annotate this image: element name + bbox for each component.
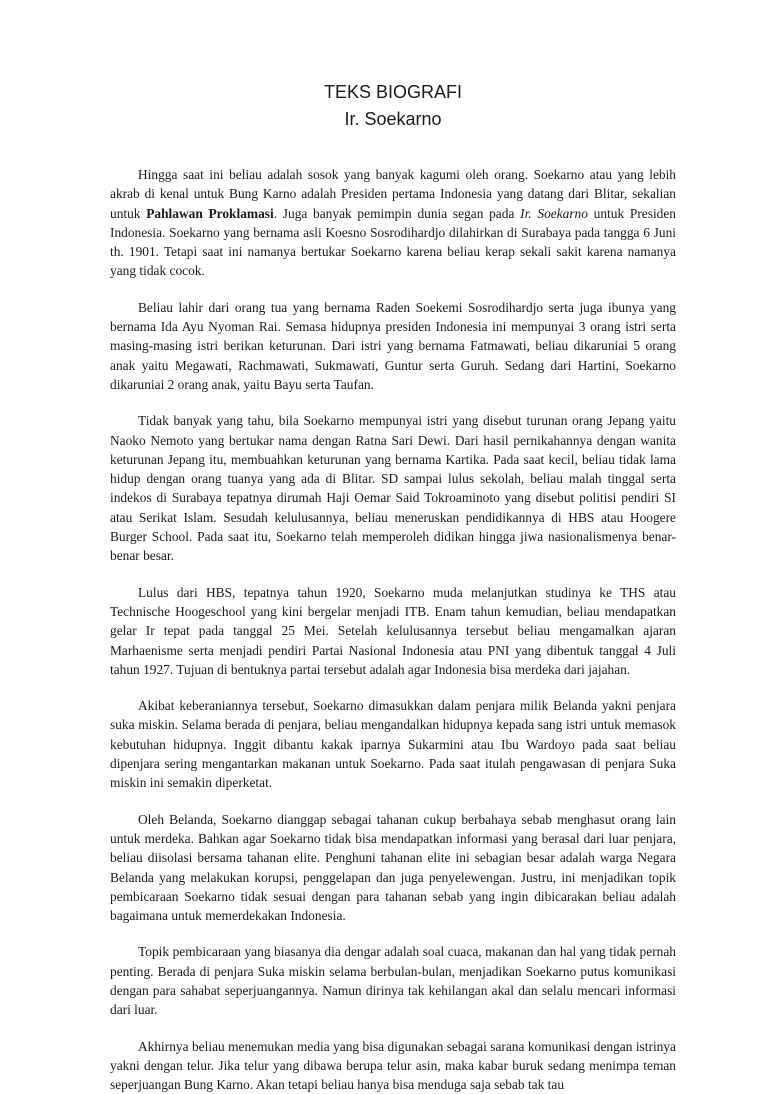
paragraph-2: Beliau lahir dari orang tua yang bernama Raden Soekemi Sosrodihardjo serta juga ibunya yang bernama Ida Ayu Nyoman Rai. Semasa hidupnya presiden Indonesia ini mempunyai 3 orang istri serta masing-masing istri berikan keturunan. Dari istri yang bernama Fatmawati, beliau dikaruniai 5 orang anak yaitu Megawati, Rachmawati, Sukmawati, Guntur serta Guruh. Sedang dari Hartini, Soekarno dikaruniai 2 orang anak, yaitu Bayu serta Taufan.	[110, 299, 676, 392]
document-title: TEKS BIOGRAFI	[323, 82, 463, 102]
paragraph-1-text-e: untuk Presiden Indonesia. Soekarno yang bernama asli Koesno Sosrodihardjo dilahirkan di Surabaya pada tangga 6 Juni th. 1901. Tetapi saat ini namanya bertukar Soekarno karena beliau kerap sekali sakit karena namanya yang tidak cocok.	[110, 205, 677, 279]
paragraph-5: Akibat keberaniannya tersebut, Soekarno dimasukkan dalam penjara milik Belanda yakni penjara suka miskin. Selama berada di penjara, beliau mengandalkan hidupnya kepada sang istri untuk memasok kebutuhan hidupnya. Inggit dibantu kakak iparnya Sukarmini atau Ibu Wardoyo pada saat beliau dipenjara sering mengantarkan makanan untuk Soekarno. Pada saat itulah pengawasan di penjara Suka miskin ini semakin diperketat.	[110, 698, 676, 791]
document-body	[110, 165, 676, 1094]
paragraph-1-text-c: . Juga banyak pemimpin dunia segan pada	[273, 205, 521, 221]
paragraph-7: Topik pembicaraan yang biasanya dia dengar adalah soal cuaca, makanan dan hal yang tidak pernah penting. Berada di penjara Suka miskin selama berbulan-bulan, menjadikan Soekarno putus komunikasi dengan para sahabat seperjuangannya. Namun dirinya tak kehilangan akal dan selalu mencari informasi dari luar.	[110, 944, 676, 1018]
document-heading	[110, 0, 676, 133]
paragraph-1-text-a: Hingga saat ini beliau adalah sosok yang banyak kagumi oleh orang. Soekarno atau yang lebih akrab di kenal untuk Bung Karno adalah Presiden pertama Indonesia yang datang dari Blitar, sekalian untuk	[110, 167, 676, 221]
paragraph-1-italic-text: Ir. Soekarno	[520, 205, 588, 221]
paragraph-3: Tidak banyak yang tahu, bila Soekarno mempunyai istri yang disebut turunan orang Jepang yaitu Naoko Nemoto yang bertukar nama dengan Ratna Sari Dewi. Dari hasil pernikahannya dengan wanita keturunan Jepang itu, membuahkan keturunan yang bernama Kartika. Pada saat kecil, beliau tidak lama hidup dengan orang tuanya yang ada di Blitar. SD sampai lulus sekolah, beliau malah tinggal serta indekos di Surabaya tepatnya dirumah Haji Oemar Said Tokroaminoto yang disebut politisi pendiri SI atau Serikat Islam. Sesudah kelulusannya, beliau meneruskan pendidikannya di HBS atau Hoogere Burger School. Pada saat itu, Soekarno telah memperoleh didikan hingga jiwa nasionalismenya benar-benar besar.	[110, 413, 676, 564]
paragraph-4: Lulus dari HBS, tepatnya tahun 1920, Soekarno muda melanjutkan studinya ke THS atau Technische Hoogeschool yang kini bergelar menjadi ITB. Enam tahun kemudian, beliau mendapatkan gelar Ir tepat pada tanggal 25 Mei. Setelah kelulusannya tersebut beliau mengamalkan ajaran Marhaenisme serta menjadi pendiri Partai Nasional Indonesia atau PNI yang dibentuk tanggal 4 Juli tahun 1927. Tujuan di bentuknya partai tersebut adalah agar Indonesia bisa merdeka dari jajahan.	[110, 584, 676, 677]
document-subtitle: Ir. Soekarno	[344, 109, 442, 129]
paragraph-1	[110, 165, 676, 281]
paragraph-8: Akhirnya beliau menemukan media yang bisa digunakan sebagai sarana komunikasi dengan istrinya yakni dengan telur. Jika telur yang dibawa berupa telur asin, maka kabar buruk sedang menimpa teman seperjuangan Bung Karno. Akan tetapi beliau hanya bisa menduga saja sebab tak tau	[110, 1038, 676, 1093]
paragraph-1-bold-text: Pahlawan Proklamasi	[146, 205, 274, 221]
paragraph-6: Oleh Belanda, Soekarno dianggap sebagai tahanan cukup berbahaya sebab menghasut orang lain untuk merdeka. Bahkan agar Soekarno tidak bisa mendapatkan informasi yang berasal dari luar penjara, beliau diisolasi bersama tahanan elite. Penghuni tahanan elite ini sebagian besar adalah warga Negara Belanda yang melakukan korupsi, penggelapan dan juga penyelewengan. Justru, ini menjadikan topik pembicaraan Soekarno tidak sesuai dengan para tahanan sebab yang ingin dibicarakan beliau adalah bagaimana untuk memerdekakan Indonesia.	[110, 811, 676, 924]
